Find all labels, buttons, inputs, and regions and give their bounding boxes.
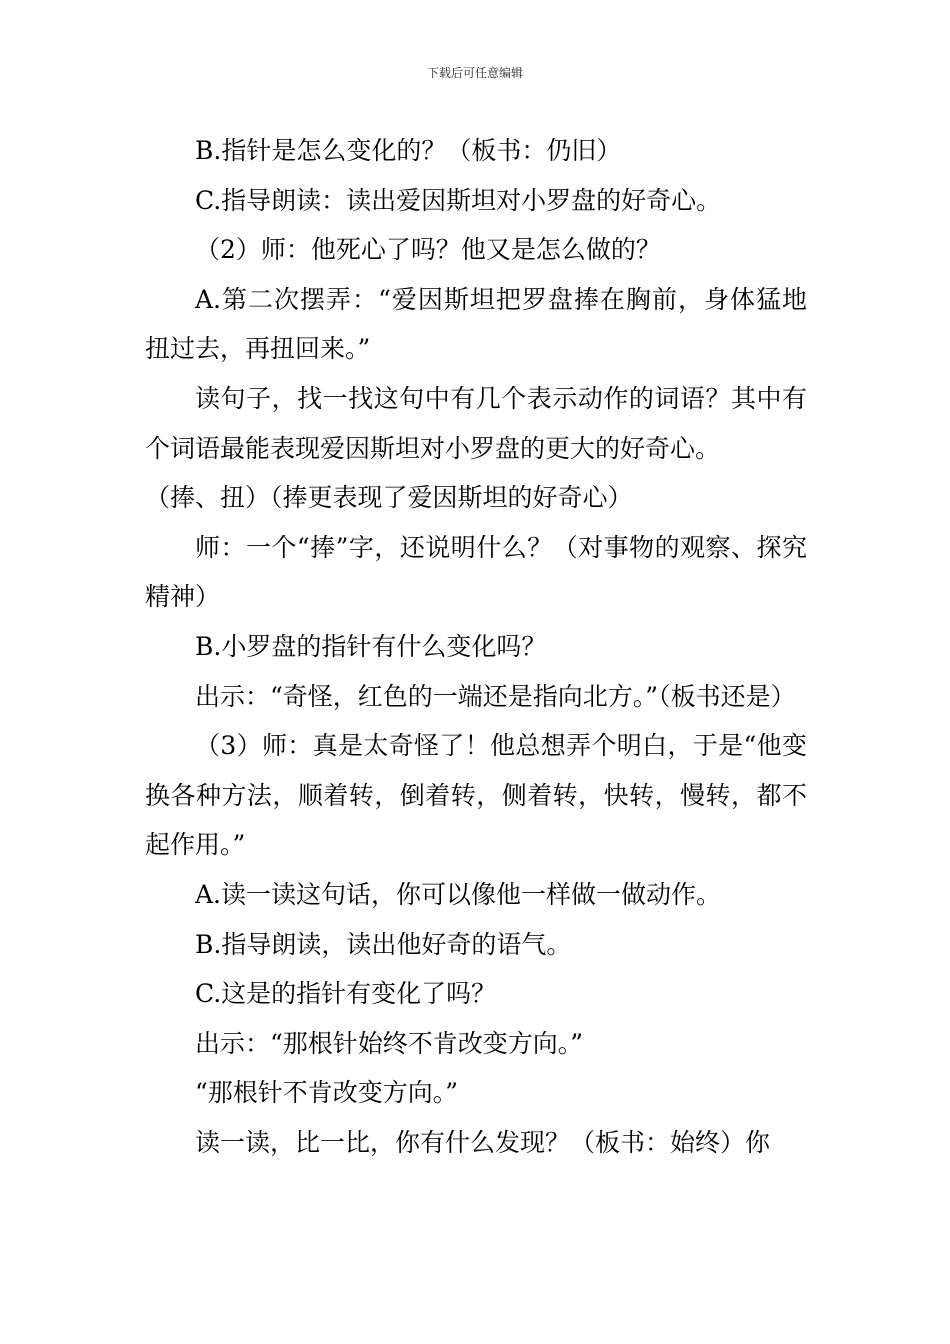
paragraph: 出示：“那根针始终不肯改变方向。” [195,1028,584,1058]
paragraph: （2）师：他死心了吗？他又是怎么做的？ [195,235,661,265]
paragraph: A.读一读这句话，你可以像他一样做一做动作。 [195,879,722,909]
paragraph: C.指导朗读：读出爱因斯坦对小罗盘的好奇心。 [195,185,722,215]
paragraph: （捧、扭）（捧更表现了爱因斯坦的好奇心） [145,483,633,513]
paragraph: 读句子，找一找这句中有几个表示动作的词语？其中有个词语最能表现爱因斯坦对小罗盘的更大的好奇心。 [145,383,807,463]
document-body [145,126,807,1167]
paragraph: （3）师：真是太奇怪了！他总想弄个明白，于是“他变换各种方法，顺着转，倒着转，侧着转，快转，慢转，都不起作用。” [145,731,807,860]
paragraph: 出示：“奇怪，红色的一端还是指向北方。”（板书还是） [195,681,796,711]
page-header: 下载后可任意编辑 [426,66,523,80]
paragraph: 师：一个“捧”字，还说明什么？（对事物的观察、探究精神） [145,532,807,612]
paragraph: B.指导朗读，读出他好奇的语气。 [195,929,572,959]
paragraph: B.指针是怎么变化的？（板书：仍旧） [195,136,622,165]
paragraph: A.第二次摆弄：“爱因斯坦把罗盘捧在胸前，身体猛地扭过去，再扭回来。” [145,284,807,364]
paragraph: C.这是的指针有变化了吗？ [195,979,497,1009]
paragraph: B.小罗盘的指针有什么变化吗？ [195,631,547,661]
paragraph: “那根针不肯改变方向。” [195,1078,459,1108]
paragraph: 读一读，比一比，你有什么发现？（板书：始终）你 [195,1127,771,1157]
